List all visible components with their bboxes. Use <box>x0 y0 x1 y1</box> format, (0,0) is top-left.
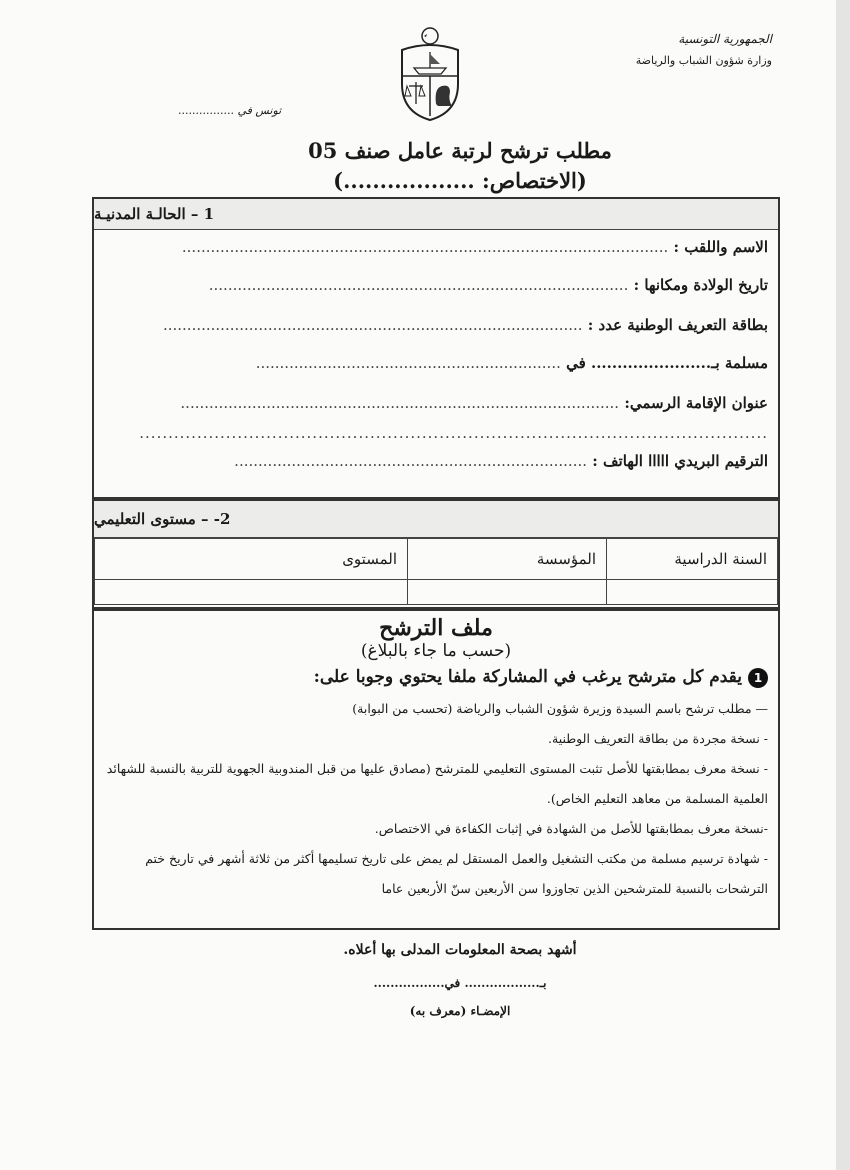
address-dots-2: ............................................................................................................. <box>139 424 768 442</box>
col-level: المستوى <box>95 539 408 580</box>
address-continuation[interactable] <box>139 424 768 442</box>
issued-field[interactable] <box>256 354 768 372</box>
birth-field[interactable] <box>209 276 768 294</box>
id-card-label: بطاقة التعريف الوطنية عدد : <box>587 316 768 334</box>
cell-school-year[interactable] <box>607 580 778 605</box>
form-title: مطلب ترشح لرتبة عامل صنف 05 <box>308 138 612 163</box>
postal-phone-dots: .......................................................................... <box>234 452 588 470</box>
civil-status-section <box>92 197 780 499</box>
ministry-label: وزارة شؤون الشباب والرياضة <box>635 54 772 67</box>
name-label: الاسم واللقب : <box>673 238 768 256</box>
list-item: - نسخة مجردة من بطاقة التعريف الوطنية. <box>548 730 768 746</box>
dossier-list <box>94 688 778 904</box>
republic-label: الجمهورية التونسية <box>678 32 772 46</box>
page-edge <box>836 0 850 1170</box>
signature-label: الإمضـاء (معرف به) <box>409 1004 511 1018</box>
col-institution: المؤسسة <box>408 539 607 580</box>
certification-statement: أشهد بصحة المعلومات المدلى بها أعلاه. <box>343 942 577 958</box>
list-item: العلمية المسلمة من معاهد التعليم الخاص). <box>546 790 768 806</box>
id-card-field[interactable] <box>163 316 768 334</box>
address-field[interactable] <box>180 394 768 412</box>
list-item: - شهادة ترسيم مسلمة من مكتب التشغيل والعمل المستقل لم يمض على تاريخ تسليمها أكثر من ثلاثة أشهر في تاريخ ختم <box>145 850 768 866</box>
postal-phone-field[interactable] <box>234 452 768 470</box>
list-item: - نسخة معرف بمطابقتها للأصل تثبت المستوى التعليمي للمترشح (مصادق عليها من قبل المندوبية الجهوية للتربية بالنسبة للشهائد <box>106 760 768 776</box>
name-field[interactable] <box>182 238 768 256</box>
civil-status-heading: 1 – الحالـة المدنيـة <box>94 199 778 230</box>
dossier-title: ملف الترشح <box>379 615 493 641</box>
place-date: تونس في ................ <box>178 104 282 117</box>
col-school-year: السنة الدراسية <box>607 539 778 580</box>
postal-phone-label: الترقيم البريدي ااااا الهاتف : <box>592 452 768 470</box>
dossier-lead <box>94 667 778 688</box>
place-date-line[interactable]: بـ.................. في................. <box>373 976 547 990</box>
table-row <box>95 580 778 605</box>
education-section <box>92 499 780 609</box>
list-item: — مطلب ترشح باسم السيدة وزيرة شؤون الشباب والرياضة (تحسب من البوابة) <box>352 700 768 716</box>
specialty-line: (الاختصاص: ..................) <box>333 168 587 193</box>
issued-label: مسلمة بـ....................... في <box>566 354 768 372</box>
education-table <box>94 538 778 605</box>
birth-label: تاريخ الولادة ومكانها : <box>633 276 768 294</box>
dossier-subtitle: (حسب ما جاء بالبلاغ) <box>360 641 512 661</box>
cell-institution[interactable] <box>408 580 607 605</box>
list-item: -نسخة معرف بمطابقتها للأصل من الشهادة في إثبات الكفاءة في الاختصاص. <box>374 820 768 836</box>
dossier-lead-text: يقدم كل مترشح يرغب في المشاركة ملفا يحتوي وجوبا على: <box>313 667 742 687</box>
dossier-section <box>92 609 780 930</box>
education-heading: 2- – مستوى التعليمي <box>94 501 778 538</box>
cell-level[interactable] <box>95 580 408 605</box>
id-card-dots: ........................................................................................ <box>162 316 583 334</box>
number-bullet-icon: 1 <box>748 668 768 688</box>
address-label: عنوان الإقامة الرسمي: <box>624 394 768 412</box>
list-item: الترشحات بالنسبة للمترشحين الذين تجاوزوا سن الأربعين سنّ الأربعين عاما <box>381 880 768 896</box>
ministry-header <box>636 28 772 72</box>
coat-of-arms-icon <box>394 26 466 124</box>
table-header-row <box>95 539 778 580</box>
address-dots: ............................................................................................ <box>180 394 620 412</box>
birth-dots: ........................................................................................ <box>208 276 629 294</box>
name-dots: ...................................................................................................... <box>181 238 669 256</box>
issued-dots: ................................................................ <box>255 354 561 372</box>
